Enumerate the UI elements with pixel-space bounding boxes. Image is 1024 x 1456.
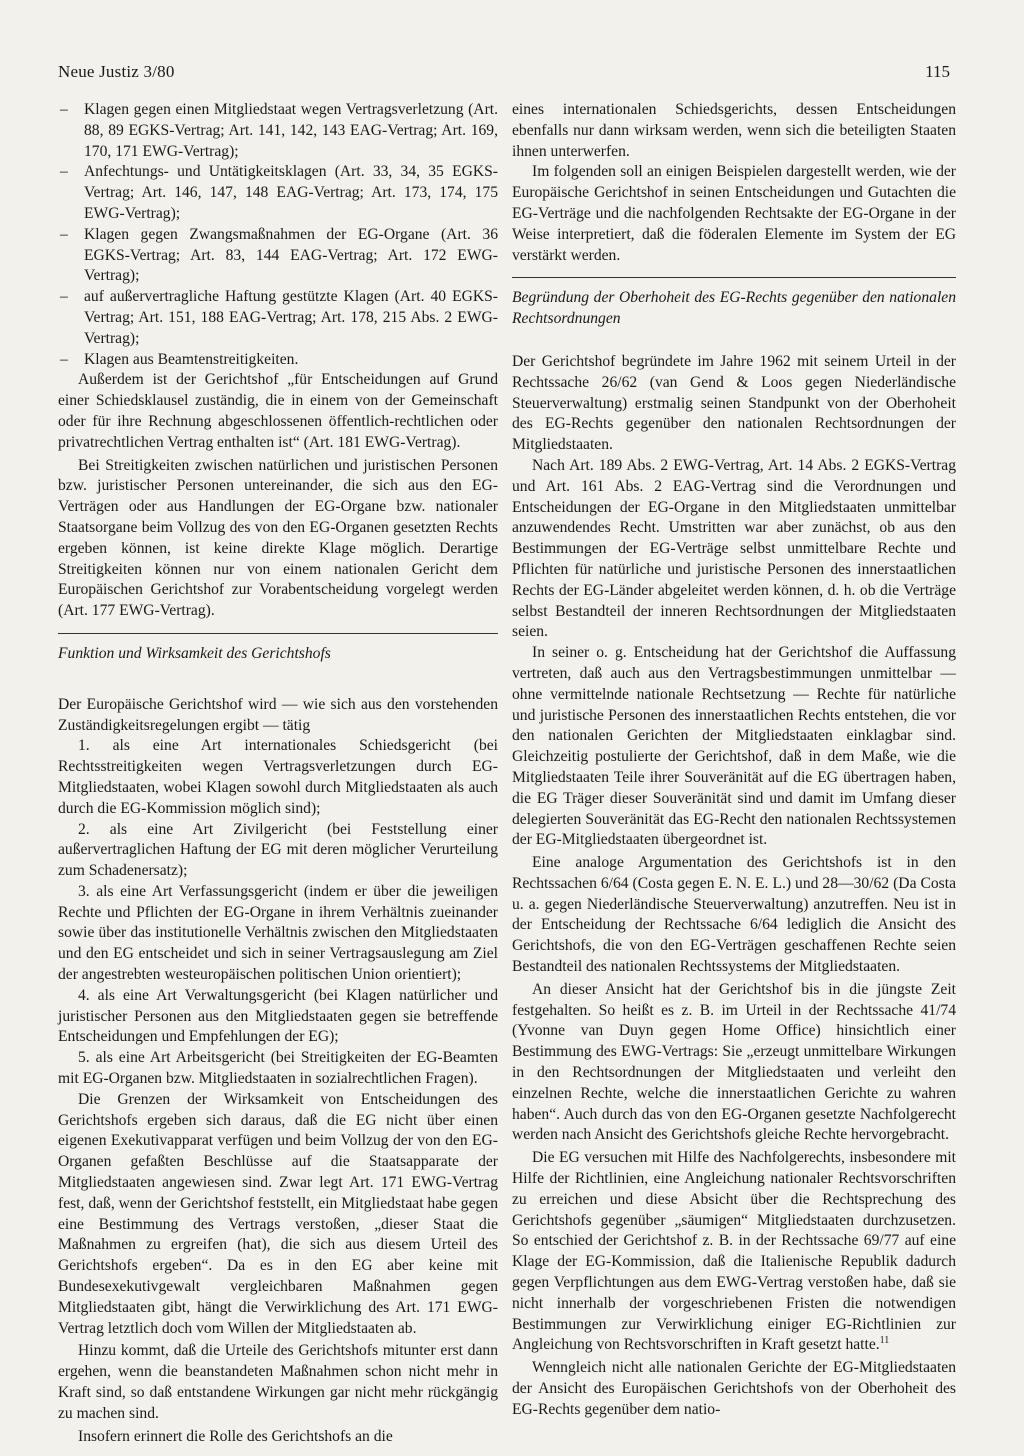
page-number: 115 [925, 62, 950, 81]
list-item-text: Klagen gegen einen Mitgliedstaat wegen Vertragsverletzung (Art. 88, 89 EGKS-Vertrag; Art. 141, 142, 143 EAG-Vertrag; Art. 169, 170, 171 EWG-Vertrag); [84, 101, 498, 160]
list-item: 3. als eine Art Verfassungsgericht (indem er über die jeweiligen Rechte und Pflichten der EG-Organe in ihrem Verhältnis zueinander sowie über das institutionelle Verhältnis zwischen den Mitgliedstaaten und den EG entscheidet und sich in seiner Vertragsauslegung am Ziel der angestrebten westeuropäischen politischen Union orientiert); [58, 882, 498, 984]
paragraph-seiner: In seiner o. g. Entscheidung hat der Gerichtshof die Auffassung vertreten, daß auch aus den Vertragsbestimmungen unmittelbar — ohne vermittelnde nationale Rechtsetzung — Rechte für natürliche und juristische Personen des innerstaatlichen Rechts entstehen, die vor den nationalen Gerichten der Mitgliedstaaten einklagbar sind. Gleichzeitig postulierte der Gerichtshof, daß in dem Maße, wie die Mitgliedstaaten Teile ihrer Souveränität auf die EG übertragen haben, die EG Träger dieser Souveränität sind und damit im Umfang dieser delegierten Souveränität das EG-Recht den nationalen Rechtssystemen der EG-Mitgliedstaaten übergeordnet ist. [512, 644, 956, 849]
dash-marker: – [60, 163, 68, 181]
function-list [58, 736, 498, 1090]
list-item: 5. als eine Art Arbeitsgericht (bei Streitigkeiten der EG-Beamten mit EG-Organen bzw. Mitgliedstaaten in sozialrechtlichen Fragen). [58, 1049, 498, 1088]
list-item: 2. als eine Art Zivilgericht (bei Feststellung einer außervertraglichen Haftung der EG mit deren möglicher Verurteilung zum Schadenersatz); [58, 820, 498, 880]
list-item [58, 287, 498, 349]
section-divider [512, 277, 956, 278]
list-item: 1. als eine Art internationales Schiedsgericht (bei Rechtsstreitigkeiten wegen Vertragsverletzungen durch EG-Mitgliedstaaten, wobei Klagen sowohl durch Mitgliedstaaten als auch durch die EG-Kommission möglich sind); [58, 737, 498, 817]
paragraph-nachfolge [512, 1148, 956, 1356]
section-divider [58, 633, 498, 634]
paragraph-intro: Der Europäische Gerichtshof wird — wie sich aus den vorstehenden Zuständigkeitsregelungen ergibt — tätig [58, 695, 498, 734]
paragraph-ausserdem: Außerdem ist der Gerichtshof „für Entscheidungen auf Grund einer Schiedsklausel zuständig, die in einem von der Gemeinschaft oder für ihre Rechnung abgeschlossenen öffentlich-rechtlichen oder privatrechtlichen Vertrag enthalten ist“ (Art. 181 EWG-Vertrag). [58, 371, 498, 451]
paragraph-analoge: Eine analoge Argumentation des Gerichtshofs ist in den Rechtssachen 6/64 (Costa gegen E. N. E. L.) und 28—30/62 (Da Costa u. a. gegen Niederländische Steuerverwaltung) anzutreffen. Neu ist in der Entscheidung der Rechtssache 6/64 lediglich die Ansicht des Gerichtshofs, die von den EG-Verträgen geschaffenen Rechte seien Bestandteil des nationalen Rechtssystems der Mitgliedstaaten. [512, 854, 956, 976]
list-item [58, 100, 498, 162]
list-item-text: auf außervertragliche Haftung gestützte Klagen (Art. 40 EGKS-Vertrag; Art. 151, 188 EAG-Vertrag; Art. 178, 215 Abs. 2 EWG-Vertrag); [84, 288, 498, 347]
dash-marker: – [60, 225, 68, 243]
section-heading-funktion: Funktion und Wirksamkeit des Gerichtshofs [58, 644, 331, 662]
footnote-ref: 11 [879, 1335, 890, 1347]
list-item [58, 350, 498, 371]
list-item-text: Klagen aus Beamtenstreitigkeiten. [84, 350, 299, 368]
journal-title: Neue Justiz 3/80 [58, 62, 175, 81]
list-item: 4. als eine Art Verwaltungsgericht (bei Klagen natürlicher und juristischer Personen aus den Mitgliedstaaten gegen sie betreffende Entscheidungen und Empfehlungen der EG); [58, 986, 498, 1046]
paragraph-continuation: eines internationalen Schiedsgerichts, dessen Entscheidungen ebenfalls nur dann wirksam werden, wenn sich die beteiligten Staaten ihnen unterwerfen. [512, 101, 956, 160]
right-column [512, 100, 956, 1421]
paragraph-1962: Der Gerichtshof begründete im Jahre 1962 mit seinem Urteil in der Rechtssache 26/62 (van Gend & Loos gegen Niederländische Steuerverwaltung) erstmalig seinen Standpunkt von der Oberhoheit des EG-Rechts gegenüber den nationalen Rechtsordnungen der Mitgliedstaaten. [512, 352, 956, 454]
page-header [58, 62, 950, 90]
list-item-text: Anfechtungs- und Untätigkeitsklagen (Art. 33, 34, 35 EGKS-Vertrag; Art. 146, 147, 148 EAG-Vertrag; Art. 173, 174, 175 EWG-Vertrag); [84, 163, 498, 222]
section-heading-begruendung: Begründung der Oberhoheit des EG-Rechts gegenüber den nationalen Rechtsordnungen [512, 289, 956, 328]
paragraph-dieser: An dieser Ansicht hat der Gerichtshof bis in die jüngste Zeit festgehalten. So heißt es z. B. im Urteil in der Rechtssache 41/74 (Yvonne van Duyn gegen Home Office) hinsichtlich einer Bestimmung des EWG-Vertrags: Sie „erzeugt unmittelbare Wirkungen in den Rechtsordnungen der Mitgliedstaaten und verleiht den einzelnen Rechte, welche die innerstaatlichen Gerichte zu wahren haben“. Auch durch das von den EG-Organen gesetzte Nachfolgerecht werden nach Ansicht des Gerichtshofs gleiche Rechte hervorgebracht. [512, 980, 956, 1144]
paragraph-streitigkeiten: Bei Streitigkeiten zwischen natürlichen und juristischen Personen bzw. juristischer Personen untereinander, die sich aus den EG-Verträgen oder aus Handlungen der EG-Organe bzw. nationaler Staatsorgane beim Vollzug des von den EG-Organen gesetzten Rechts ergeben können, ist keine direkte Klage möglich. Derartige Streitigkeiten können nur von einem nationalen Gericht dem Europäischen Gerichtshof zur Vorabentscheidung vorgelegt werden (Art. 177 EWG-Vertrag). [58, 456, 498, 620]
list-item [58, 225, 498, 287]
paragraph-art189: Nach Art. 189 Abs. 2 EWG-Vertrag, Art. 14 Abs. 2 EGKS-Vertrag und Art. 161 Abs. 2 EAG-Vertrag sind die Verordnungen und Entscheidungen der EG-Organe in den Mitgliedstaaten unmittelbar anzuwendendes Recht. Umstritten war aber zunächst, ob aus den Bestimmungen der EG-Verträge selbst unmittelbare Rechte und Pflichten für natürliche und juristische Personen des innerstaatlichen Rechts der EG-Länder abgeleitet werden können, d. h. ob die Verträge selbst Bestandteil der inneren Rechtsordnungen der Mitgliedstaaten seien. [512, 456, 956, 641]
paragraph-wenngleich: Wenngleich nicht alle nationalen Gerichte der EG-Mitgliedstaaten der Ansicht des Europäischen Gerichtshofs von der Oberhoheit des EG-Rechts gegenüber dem natio- [512, 1359, 956, 1418]
left-column [58, 100, 498, 1447]
paragraph-hinzu: Hinzu kommt, daß die Urteile des Gerichtshofs mitunter erst dann ergehen, wenn die beanstandeten Maßnahmen schon nicht mehr in Kraft sind, so daß entstandene Wirkungen gar nicht mehr rückgängig zu machen sind. [58, 1342, 498, 1422]
klagen-list [58, 100, 498, 370]
paragraph-folgenden: Im folgenden soll an einigen Beispielen dargestellt werden, wie der Europäische Gerichtshof in seinen Entscheidungen und Gutachten die EG-Verträge und die nachfolgenden Rechtsakte der EG-Organe in der Weise interpretiert, daß die föderalen Elemente im System der EG verstärkt werden. [512, 163, 956, 264]
paragraph-grenzen: Die Grenzen der Wirksamkeit von Entscheidungen des Gerichtshofs ergeben sich daraus, daß die EG nicht über einen eigenen Exekutivapparat verfügen und beim Vollzug der von den EG-Organen gefaßten Beschlüsse auf die Staatsapparate der Mitgliedstaaten angewiesen sind. Zwar legt Art. 171 EWG-Vertrag fest, daß, wenn der Gerichtshof feststellt, ein Mitgliedstaat habe gegen eine Bestimmung des Vertrags verstoßen, „dieser Staat die Maßnahmen zu ergreifen (hat), die sich aus diesem Urteil des Gerichtshofs ergeben“. Da es in den EG aber keine mit Bundesexekutivgewalt vergleichbaren Maßnahmen gegen Mitgliedstaaten gibt, hängt die Verwirklichung des Art. 171 EWG-Vertrag letztlich doch vom Willen der Mitgliedstaaten ab. [58, 1090, 498, 1337]
list-item-text: Klagen gegen Zwangsmaßnahmen der EG-Organe (Art. 36 EGKS-Vertrag; Art. 83, 144 EAG-Vertrag; Art. 172 EWG-Vertrag); [84, 225, 498, 285]
paragraph-insofern: Insofern erinnert die Rolle des Gerichtshofs an die [78, 1427, 393, 1445]
dash-marker: – [60, 101, 68, 118]
dash-marker: – [60, 350, 68, 368]
dash-marker: – [60, 288, 68, 306]
paragraph-nachfolge-text: Die EG versuchen mit Hilfe des Nachfolgerechts, insbesondere mit Hilfe der Richtlinien, eine Angleichung nationaler Rechtsvorschriften zu erreichen und diese Absicht über die Rechtsprechung des Gerichtshofs gegenüber „säumigen“ Mitgliedstaaten durchzusetzen. So entschied der Gerichtshof z. B. in der Rechtssache 69/77 auf eine Klage der EG-Kommission, daß die Italienische Republik dadurch gegen Verpflichtungen aus dem EWG-Vertrag verstoßen habe, daß sie nicht innerhalb der vorgeschriebenen Fristen die notwendigen Bestimmungen zur Verwirklichung einiger EG-Richtlinien zur Angleichung von Rechtsvorschriften in Kraft gesetzt hatte. [512, 1149, 956, 1354]
list-item [58, 162, 498, 224]
